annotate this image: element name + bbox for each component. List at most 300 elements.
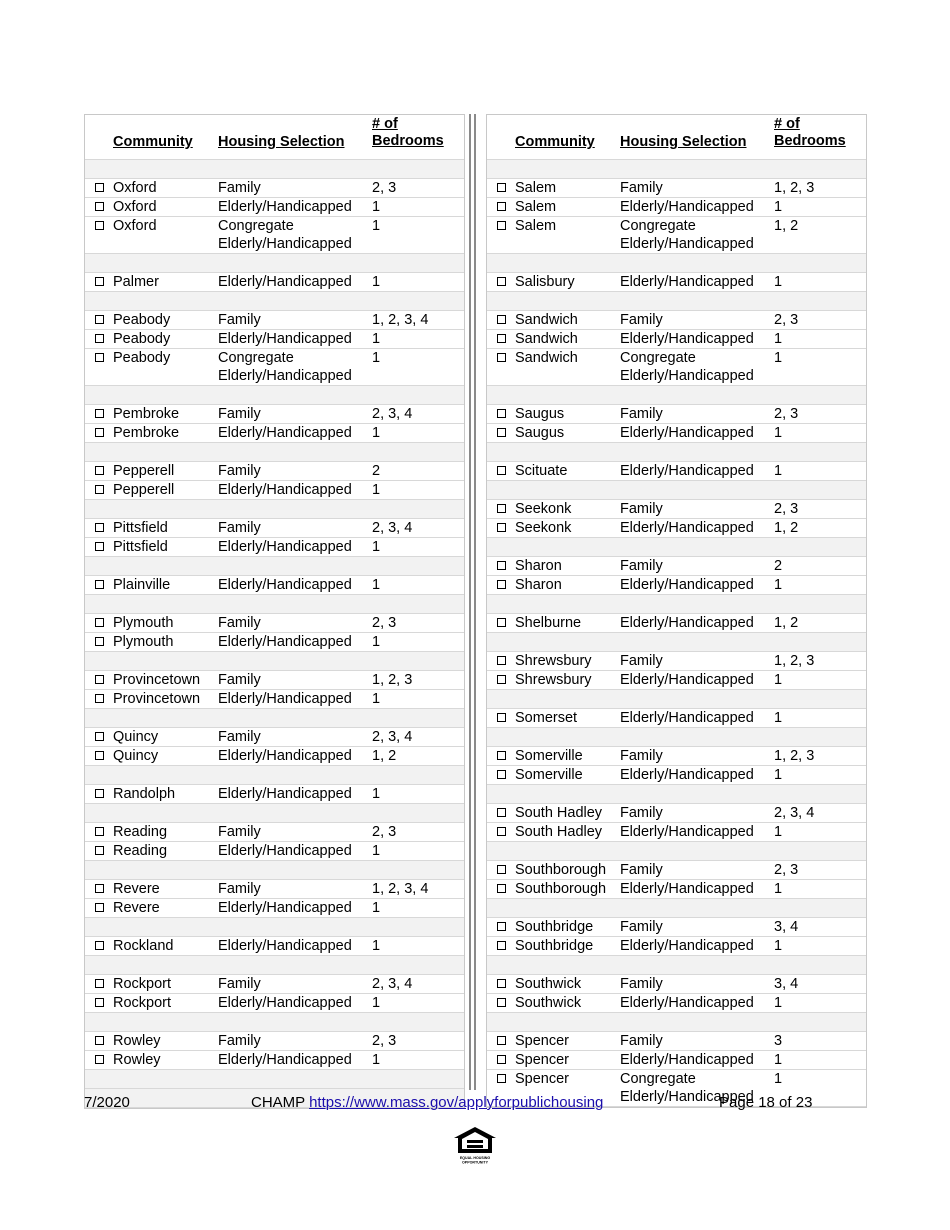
checkbox[interactable] xyxy=(497,183,506,192)
spacer-row xyxy=(487,386,866,405)
housing-cell: Family xyxy=(218,406,261,422)
community-cell: South Hadley xyxy=(515,805,603,821)
bedrooms-cell: 1, 2, 3 xyxy=(774,180,815,196)
checkbox[interactable] xyxy=(95,1036,104,1045)
checkbox[interactable] xyxy=(497,1074,506,1083)
community-cell: Rockland xyxy=(113,938,174,954)
housing-cell: Elderly/Handicapped xyxy=(620,199,754,215)
bedrooms-cell: 1 xyxy=(372,199,381,215)
spacer-row xyxy=(85,652,464,671)
community-cell: Somerville xyxy=(515,767,583,783)
community-cell: Rowley xyxy=(113,1052,161,1068)
checkbox[interactable] xyxy=(95,466,104,475)
checkbox[interactable] xyxy=(95,580,104,589)
checkbox[interactable] xyxy=(95,542,104,551)
spacer-row xyxy=(487,292,866,311)
table-row xyxy=(85,880,464,899)
housing-cell: Family xyxy=(218,463,261,479)
housing-cell: Elderly/Handicapped xyxy=(218,691,352,707)
checkbox[interactable] xyxy=(95,315,104,324)
bedrooms-cell: 1, 2, 3 xyxy=(774,653,815,669)
housing-cell: Congregate Elderly/Handicapped xyxy=(620,350,754,384)
checkbox[interactable] xyxy=(497,979,506,988)
bedrooms-cell: 1 xyxy=(774,350,783,366)
checkbox[interactable] xyxy=(95,694,104,703)
housing-cell: Congregate Elderly/Handicapped xyxy=(620,1071,754,1105)
housing-cell: Elderly/Handicapped xyxy=(218,843,352,859)
checkbox[interactable] xyxy=(95,998,104,1007)
bedrooms-cell: 1 xyxy=(372,274,381,290)
housing-cell: Congregate Elderly/Handicapped xyxy=(620,218,754,252)
table-row xyxy=(85,462,464,481)
community-cell: Shelburne xyxy=(515,615,582,631)
table-row xyxy=(487,937,866,956)
bedrooms-cell: 1 xyxy=(372,482,381,498)
community-cell: Plainville xyxy=(113,577,171,593)
table-row xyxy=(487,519,866,538)
bedrooms-cell: 1, 2, 3, 4 xyxy=(372,881,429,897)
table-row xyxy=(487,198,866,217)
table-row xyxy=(85,975,464,994)
spacer-row xyxy=(85,292,464,311)
housing-cell: Family xyxy=(218,976,261,992)
spacer-row xyxy=(85,500,464,519)
checkbox[interactable] xyxy=(497,656,506,665)
community-cell: Spencer xyxy=(515,1033,570,1049)
footer-date: 7/2020 xyxy=(84,1094,130,1111)
housing-cell: Family xyxy=(218,615,261,631)
housing-cell: Elderly/Handicapped xyxy=(218,786,352,802)
table-row xyxy=(85,538,464,557)
community-cell: Pepperell xyxy=(113,463,175,479)
table-row xyxy=(85,728,464,747)
community-cell: Oxford xyxy=(113,218,157,234)
community-cell: Southborough xyxy=(515,881,607,897)
checkbox[interactable] xyxy=(95,884,104,893)
checkbox[interactable] xyxy=(497,865,506,874)
community-cell: Palmer xyxy=(113,274,159,290)
community-cell: Pittsfield xyxy=(113,539,168,555)
checkbox[interactable] xyxy=(95,751,104,760)
table-row xyxy=(487,405,866,424)
community-cell: Sandwich xyxy=(515,331,578,347)
community-cell: Quincy xyxy=(113,748,159,764)
community-cell: Sandwich xyxy=(515,350,578,366)
checkbox[interactable] xyxy=(497,770,506,779)
bedrooms-cell: 1 xyxy=(774,199,783,215)
housing-cell: Elderly/Handicapped xyxy=(620,995,754,1011)
bedrooms-cell: 2, 3 xyxy=(372,180,397,196)
table-row xyxy=(85,273,464,292)
checkbox[interactable] xyxy=(95,941,104,950)
checkbox[interactable] xyxy=(497,315,506,324)
spacer-row xyxy=(85,956,464,975)
bedrooms-cell: 1 xyxy=(774,331,783,347)
housing-cell: Elderly/Handicapped xyxy=(218,482,352,498)
housing-cell: Elderly/Handicapped xyxy=(620,881,754,897)
bedrooms-cell: 1 xyxy=(372,938,381,954)
community-cell: Scituate xyxy=(515,463,568,479)
housing-cell: Elderly/Handicapped xyxy=(218,938,352,954)
housing-cell: Elderly/Handicapped xyxy=(218,1052,352,1068)
housing-cell: Elderly/Handicapped xyxy=(620,938,754,954)
checkbox[interactable] xyxy=(497,353,506,362)
table-row xyxy=(85,633,464,652)
spacer-row xyxy=(487,956,866,975)
column-divider xyxy=(469,114,471,1090)
housing-cell: Elderly/Handicapped xyxy=(218,199,352,215)
bedrooms-cell: 1 xyxy=(774,274,783,290)
housing-cell: Elderly/Handicapped xyxy=(218,995,352,1011)
table-row xyxy=(85,405,464,424)
community-cell: Seekonk xyxy=(515,520,572,536)
checkbox[interactable] xyxy=(497,941,506,950)
bedrooms-cell: 2, 3 xyxy=(372,824,397,840)
spacer-row xyxy=(487,160,866,179)
housing-cell: Elderly/Handicapped xyxy=(218,425,352,441)
housing-cell: Elderly/Handicapped xyxy=(620,331,754,347)
community-cell: Pembroke xyxy=(113,406,180,422)
community-cell: Rockport xyxy=(113,995,172,1011)
checkbox[interactable] xyxy=(497,998,506,1007)
bedrooms-cell: 1 xyxy=(372,331,381,347)
housing-cell: Elderly/Handicapped xyxy=(218,331,352,347)
bedrooms-cell: 2, 3, 4 xyxy=(372,406,413,422)
community-cell: Rockport xyxy=(113,976,172,992)
checkbox[interactable] xyxy=(95,675,104,684)
footer-champ-prefix: CHAMP xyxy=(251,1094,310,1111)
spacer-row xyxy=(85,595,464,614)
checkbox[interactable] xyxy=(95,523,104,532)
community-cell: Randolph xyxy=(113,786,176,802)
housing-cell: Family xyxy=(620,919,663,935)
bedrooms-cell: 1 xyxy=(774,938,783,954)
bedrooms-cell: 2, 3 xyxy=(774,501,799,517)
spacer-row xyxy=(85,1013,464,1032)
bedrooms-cell: 1 xyxy=(372,218,381,234)
bedrooms-cell: 1 xyxy=(372,577,381,593)
community-cell: Somerset xyxy=(515,710,578,726)
bedrooms-cell: 2 xyxy=(372,463,381,479)
checkbox[interactable] xyxy=(497,675,506,684)
community-cell: Peabody xyxy=(113,350,171,366)
community-cell: Quincy xyxy=(113,729,159,745)
checkbox[interactable] xyxy=(497,1055,506,1064)
housing-cell: Family xyxy=(620,862,663,878)
community-cell: Sharon xyxy=(515,558,562,574)
table-row xyxy=(85,937,464,956)
table-row xyxy=(85,614,464,633)
bedrooms-cell: 1 xyxy=(372,786,381,802)
checkbox[interactable] xyxy=(95,846,104,855)
footer-page-number: Page 18 of 23 xyxy=(719,1094,813,1111)
checkbox[interactable] xyxy=(95,409,104,418)
community-cell: Seekonk xyxy=(515,501,572,517)
checkbox[interactable] xyxy=(497,277,506,286)
svg-text:OPPORTUNITY: OPPORTUNITY xyxy=(462,1160,488,1165)
header-bedrooms: # of Bedrooms xyxy=(372,116,444,149)
bedrooms-cell: 1 xyxy=(372,634,381,650)
table-row xyxy=(487,804,866,823)
community-cell: Southborough xyxy=(515,862,607,878)
spacer-row xyxy=(487,481,866,500)
checkbox[interactable] xyxy=(497,713,506,722)
bedrooms-cell: 1 xyxy=(774,425,783,441)
bedrooms-cell: 1, 2, 3, 4 xyxy=(372,312,429,328)
housing-cell: Family xyxy=(218,312,261,328)
checkbox[interactable] xyxy=(497,884,506,893)
table-row xyxy=(487,1032,866,1051)
housing-cell: Family xyxy=(620,805,663,821)
checkbox[interactable] xyxy=(95,903,104,912)
bedrooms-cell: 1, 2 xyxy=(774,520,799,536)
community-cell: Plymouth xyxy=(113,634,174,650)
table-row xyxy=(85,198,464,217)
community-cell: Pembroke xyxy=(113,425,180,441)
bedrooms-cell: 1, 2, 3 xyxy=(774,748,815,764)
spacer-row xyxy=(85,918,464,937)
housing-cell: Family xyxy=(620,558,663,574)
community-cell: Salem xyxy=(515,218,557,234)
spacer-row xyxy=(85,254,464,273)
community-cell: Somerville xyxy=(515,748,583,764)
community-cell: Pittsfield xyxy=(113,520,168,536)
community-cell: Saugus xyxy=(515,425,565,441)
housing-cell: Elderly/Handicapped xyxy=(218,577,352,593)
checkbox[interactable] xyxy=(497,751,506,760)
checkbox[interactable] xyxy=(95,334,104,343)
housing-cell: Family xyxy=(218,1033,261,1049)
community-cell: Salem xyxy=(515,199,557,215)
community-cell: Provincetown xyxy=(113,672,201,688)
checkbox[interactable] xyxy=(95,979,104,988)
bedrooms-cell: 1 xyxy=(774,1052,783,1068)
bedrooms-cell: 2 xyxy=(774,558,783,574)
table-row xyxy=(487,747,866,766)
community-cell: Oxford xyxy=(113,199,157,215)
housing-cell: Family xyxy=(218,824,261,840)
bedrooms-cell: 3, 4 xyxy=(774,919,799,935)
spacer-row xyxy=(85,386,464,405)
checkbox[interactable] xyxy=(497,504,506,513)
column-divider xyxy=(474,114,476,1090)
community-cell: Oxford xyxy=(113,180,157,196)
checkbox[interactable] xyxy=(95,485,104,494)
bedrooms-cell: 1, 2 xyxy=(774,615,799,631)
table-row xyxy=(85,481,464,500)
table-row xyxy=(487,709,866,728)
community-cell: Provincetown xyxy=(113,691,201,707)
housing-cell: Elderly/Handicapped xyxy=(620,767,754,783)
table-row xyxy=(487,1051,866,1070)
checkbox[interactable] xyxy=(95,428,104,437)
checkbox[interactable] xyxy=(497,466,506,475)
table-row xyxy=(487,766,866,785)
table-row xyxy=(487,918,866,937)
bedrooms-cell: 1 xyxy=(774,710,783,726)
community-cell: Southwick xyxy=(515,995,582,1011)
checkbox[interactable] xyxy=(95,732,104,741)
community-cell: Reading xyxy=(113,843,168,859)
table-row xyxy=(487,311,866,330)
housing-cell: Elderly/Handicapped xyxy=(620,274,754,290)
checkbox[interactable] xyxy=(497,428,506,437)
housing-cell: Elderly/Handicapped xyxy=(620,672,754,688)
checkbox[interactable] xyxy=(95,202,104,211)
bedrooms-cell: 3, 4 xyxy=(774,976,799,992)
bedrooms-cell: 2, 3, 4 xyxy=(372,520,413,536)
table-row xyxy=(85,690,464,709)
checkbox[interactable] xyxy=(497,580,506,589)
table-row xyxy=(487,671,866,690)
housing-cell: Family xyxy=(620,976,663,992)
table-row xyxy=(85,747,464,766)
bedrooms-cell: 1, 2, 3 xyxy=(372,672,413,688)
housing-cell: Family xyxy=(218,729,261,745)
checkbox[interactable] xyxy=(497,221,506,230)
spacer-row xyxy=(487,595,866,614)
bedrooms-cell: 1 xyxy=(372,425,381,441)
bedrooms-cell: 1 xyxy=(372,1052,381,1068)
bedrooms-cell: 1 xyxy=(372,539,381,555)
community-cell: Spencer xyxy=(515,1071,570,1087)
table-header xyxy=(487,115,866,160)
housing-cell: Family xyxy=(218,672,261,688)
checkbox[interactable] xyxy=(497,334,506,343)
right-table xyxy=(486,114,867,1108)
spacer-row xyxy=(487,899,866,918)
housing-cell: Elderly/Handicapped xyxy=(218,900,352,916)
housing-cell: Family xyxy=(620,501,663,517)
community-cell: Pepperell xyxy=(113,482,175,498)
bedrooms-cell: 1, 2 xyxy=(774,218,799,234)
housing-cell: Elderly/Handicapped xyxy=(620,824,754,840)
community-cell: Peabody xyxy=(113,312,171,328)
spacer-row xyxy=(85,1070,464,1089)
checkbox[interactable] xyxy=(497,202,506,211)
spacer-row xyxy=(487,633,866,652)
spacer-row xyxy=(85,766,464,785)
checkbox[interactable] xyxy=(497,827,506,836)
table-row xyxy=(487,861,866,880)
housing-cell: Family xyxy=(620,748,663,764)
bedrooms-cell: 1 xyxy=(774,995,783,1011)
table-row xyxy=(85,349,464,386)
spacer-row xyxy=(85,861,464,880)
checkbox[interactable] xyxy=(95,221,104,230)
housing-cell: Elderly/Handicapped xyxy=(218,274,352,290)
bedrooms-cell: 3 xyxy=(774,1033,783,1049)
checkbox[interactable] xyxy=(497,523,506,532)
equal-housing-opportunity-logo xyxy=(451,1125,499,1165)
housing-cell: Family xyxy=(218,180,261,196)
housing-cell: Elderly/Handicapped xyxy=(218,634,352,650)
community-cell: Southwick xyxy=(515,976,582,992)
table-row xyxy=(85,671,464,690)
checkbox[interactable] xyxy=(95,618,104,627)
table-row xyxy=(85,217,464,254)
bedrooms-cell: 2, 3 xyxy=(372,615,397,631)
header-community: Community xyxy=(113,134,193,150)
checkbox[interactable] xyxy=(95,1055,104,1064)
spacer-row xyxy=(487,538,866,557)
spacer-row xyxy=(487,690,866,709)
checkbox[interactable] xyxy=(497,808,506,817)
bedrooms-cell: 1 xyxy=(774,1071,783,1087)
community-cell: Revere xyxy=(113,881,160,897)
right-table-body xyxy=(487,160,866,1107)
housing-cell: Elderly/Handicapped xyxy=(620,577,754,593)
table-row xyxy=(487,273,866,292)
bedrooms-cell: 1 xyxy=(774,463,783,479)
apply-link[interactable]: https://www.mass.gov/applyforpublichousing xyxy=(309,1094,604,1111)
housing-cell: Congregate Elderly/Handicapped xyxy=(218,350,352,384)
bedrooms-cell: 1 xyxy=(774,577,783,593)
housing-cell: Family xyxy=(620,653,663,669)
table-row xyxy=(487,557,866,576)
community-cell: Reading xyxy=(113,824,168,840)
bedrooms-cell: 1 xyxy=(774,767,783,783)
bedrooms-cell: 2, 3 xyxy=(372,1033,397,1049)
checkbox[interactable] xyxy=(497,561,506,570)
community-cell: Salem xyxy=(515,180,557,196)
left-table-body xyxy=(85,160,464,1108)
housing-cell: Elderly/Handicapped xyxy=(620,1052,754,1068)
checkbox[interactable] xyxy=(95,789,104,798)
housing-cell: Elderly/Handicapped xyxy=(620,520,754,536)
bedrooms-cell: 2, 3 xyxy=(774,406,799,422)
checkbox[interactable] xyxy=(497,409,506,418)
table-row xyxy=(487,975,866,994)
table-row xyxy=(85,823,464,842)
left-table xyxy=(84,114,465,1109)
community-cell: Shrewsbury xyxy=(515,653,592,669)
bedrooms-cell: 2, 3 xyxy=(774,312,799,328)
table-row xyxy=(487,462,866,481)
table-row xyxy=(487,500,866,519)
housing-cell: Family xyxy=(620,406,663,422)
spacer-row xyxy=(487,443,866,462)
community-cell: Revere xyxy=(113,900,160,916)
checkbox[interactable] xyxy=(95,637,104,646)
checkbox[interactable] xyxy=(497,618,506,627)
checkbox[interactable] xyxy=(95,277,104,286)
housing-cell: Elderly/Handicapped xyxy=(620,463,754,479)
checkbox[interactable] xyxy=(497,1036,506,1045)
checkbox[interactable] xyxy=(95,827,104,836)
table-row xyxy=(85,519,464,538)
checkbox[interactable] xyxy=(95,353,104,362)
bedrooms-cell: 2, 3, 4 xyxy=(372,976,413,992)
table-row xyxy=(487,880,866,899)
community-cell: South Hadley xyxy=(515,824,603,840)
community-cell: Salisbury xyxy=(515,274,575,290)
table-row xyxy=(85,842,464,861)
table-row xyxy=(487,994,866,1013)
community-cell: Spencer xyxy=(515,1052,570,1068)
checkbox[interactable] xyxy=(497,922,506,931)
bedrooms-cell: 1, 2 xyxy=(372,748,397,764)
spacer-row xyxy=(487,842,866,861)
header-community: Community xyxy=(515,134,595,150)
table-header xyxy=(85,115,464,160)
housing-cell: Family xyxy=(620,180,663,196)
table-row xyxy=(85,179,464,198)
community-cell: Southbridge xyxy=(515,919,594,935)
svg-text:EQUAL HOUSING: EQUAL HOUSING xyxy=(459,1156,491,1160)
spacer-row xyxy=(487,728,866,747)
checkbox[interactable] xyxy=(95,183,104,192)
